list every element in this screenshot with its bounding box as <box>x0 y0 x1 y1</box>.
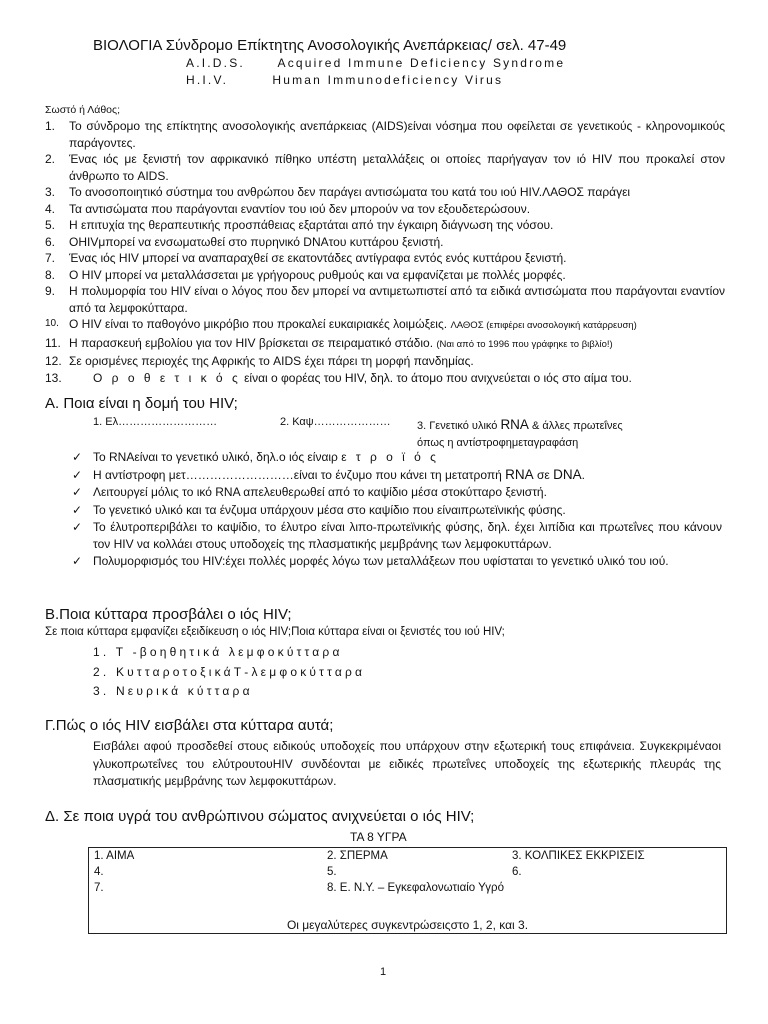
item-text: Τα αντισώματα που παράγονται εναντίον του ιού δεν μπορούν να τον εξουδετερώσουν. <box>69 201 531 216</box>
list-item <box>45 118 725 151</box>
checkmark-icon: ✓ <box>72 467 83 482</box>
list-item <box>45 184 725 201</box>
checkmark-icon: ✓ <box>72 450 83 464</box>
list-item <box>45 353 725 370</box>
item-number: 3. <box>45 185 56 199</box>
section-g-heading: Γ.Πώς ο ιός HIV εισβάλει στα κύτταρα αυτά; <box>45 717 334 734</box>
item-note: ΛΑΘΟΣ (επιφέρει ανοσολογική κατάρρευση) <box>450 320 637 331</box>
target-cells-list <box>93 643 365 702</box>
item-text-wrapper <box>69 316 725 335</box>
table-cell: 3. ΚΟΛΠΙΚΕΣ ΕΚΚΡΙΣΕΙΣ <box>512 850 645 862</box>
list-item <box>72 519 722 552</box>
fluids-note: Οι μεγαλύτερες συγκεντρώσειςστο 1, 2, και 3. <box>286 918 529 932</box>
item-text: . <box>581 467 585 482</box>
list-item <box>45 316 725 335</box>
item-number: 10. <box>45 318 59 329</box>
item-text: Πολυμορφισμός του HIV:έχει πολλές μορφές λόγω των μεταλλάξεων που υφίσταται το γενετικό υλικό του ιού. <box>93 554 669 568</box>
item-text: Το γενετικό υλικό και τα ένζυμα υπάρχουν μέσα στο καψίδιο που είναιπρωτεϊνικής φύσης. <box>93 502 566 517</box>
part-text: όπως η αντίστροφημεταγραφάση <box>417 437 579 449</box>
item-text: Ο HIV είναι το παθογόνο μικρόβιο που προκαλεί ευκαιριακές λοιμώξεις. <box>69 317 448 331</box>
rna-term: RNA <box>500 417 529 432</box>
spaced-term: Ο ρ ο θ ε τ ι κ ό ς <box>93 370 241 385</box>
item-number: 11. <box>45 335 61 350</box>
item-text: Η αντίστροφη μετ………………………είναι το ένζυμο που κάνει τη μετατροπή <box>93 467 506 482</box>
page-number: 1 <box>380 966 387 978</box>
checkmark-icon: ✓ <box>72 554 83 568</box>
list-item <box>72 502 722 519</box>
item-text: Σε ορισμένες περιοχές της Αφρικής το AIDS έχει πάρει τη μορφή πανδημίας. <box>69 354 474 368</box>
item-text: Ένας ιός HIV μπορεί να αναπαραχθεί σε εκατοντάδες αντίγραφα εντός ενός κυττάρου ξενιστή. <box>69 251 567 265</box>
list-item <box>72 449 722 466</box>
item-number: 1. <box>45 119 56 133</box>
checkmark-icon: ✓ <box>72 485 83 499</box>
dna-term: DNA <box>553 466 582 482</box>
aids-acronym-line: A.I.D.S. Acquired Immune Deficiency Syndrome <box>186 56 566 70</box>
section-b-intro: Σε ποια κύτταρα εμφανίζει εξειδίκευση ο ιός HIV;Ποια κύτταρα είναι οι ξενιστές του ιού HIV; <box>45 626 505 638</box>
list-item <box>45 234 725 251</box>
structure-part-capsid: 2. Καψ………………… <box>280 416 391 428</box>
fluids-table <box>88 847 727 934</box>
item-text: Ένας ιός με ξενιστή τον αφρικανικό πίθηκο υπέστη μεταλλάξεις οι οποίες παρήγαγαν τον ιό HIV που προκαλεί στον άνθρωπο το AIDS. <box>69 152 725 183</box>
item-text: Το RNAείναι το γενετικό υλικό, δηλ.ο ιός είναιρ <box>93 450 342 464</box>
list-item <box>45 267 725 284</box>
section-d-heading: Δ. Σε ποια υγρά του ανθρώπινου σώματος ανιχνεύεται ο ιός HIV; <box>45 808 475 825</box>
page-title: ΒΙΟΛΟΓΙΑ Σύνδρομο Επίκτητης Ανοσολογικής Ανεπάρκειας/ σελ. 47-49 <box>93 37 567 54</box>
list-item <box>72 467 722 484</box>
item-text-wrapper <box>93 467 722 484</box>
list-item <box>72 553 722 570</box>
spaced-term: ε τ ρ ο ϊ ό ς <box>341 450 439 464</box>
item-number: 4. <box>45 201 56 216</box>
item-text: Λειτουργεί μόλις το ικό RNA απελευθερωθεί από το καψίδιο μέσα στοκύτταρο ξενιστή. <box>93 485 547 499</box>
list-item <box>45 370 725 387</box>
structure-part-genetic-material <box>417 416 677 452</box>
list-item <box>45 250 725 267</box>
part-text: 3. Γενετικό υλικό <box>417 420 501 432</box>
list-item <box>45 335 725 354</box>
rna-term: RNA <box>505 466 534 482</box>
item-text: Το σύνδρομο της επίκτητης ανοσολογικής ανεπάρκειας (AIDS)είναι νόσημα που οφείλεται σε γενετικούς - κληρονομικούς παράγοντες. <box>69 119 725 150</box>
hiv-acronym-line: H.I.V. Human Immunodeficiency Virus <box>186 73 504 87</box>
table-cell: 7. <box>94 882 104 894</box>
item-number: 7. <box>45 251 56 265</box>
item-text: OHIVμπορεί να ενσωματωθεί στο πυρηνικό DNAτου κυττάρου ξενιστή. <box>69 234 444 249</box>
item-number: 12. <box>45 354 62 368</box>
section-g-text: Εισβάλει αφού προσδεθεί στους ειδικούς υποδοχείς που υπάρχουν στην εξωτερική τους επιφάνεια. Συγκεκριμέναοι γλυκοπρωτεΐνες του ελύτρουτουHIV συνδέονται με ειδικές πρωτεΐνες υποδοχείς της εξωτερικής πλευράς της πλασματικής μεμβράνης των λεμφοκυττάρων. <box>93 739 721 788</box>
list-item: 2. ΚυτταροτοξικάΤ-λεμφοκύτταρα <box>93 664 366 679</box>
table-cell: 4. <box>94 866 104 878</box>
checkmark-icon: ✓ <box>72 520 83 534</box>
fluids-table-title: ΤΑ 8 ΥΓΡΑ <box>350 830 407 844</box>
item-number: 6. <box>45 234 56 249</box>
item-text: είναι ο φορέας του HIV, δηλ. το άτομο που ανιχνεύεται ο ιός στο αίμα του. <box>240 370 632 385</box>
table-cell: 6. <box>512 866 522 878</box>
item-text: Η πολυμορφία του HIV είναι ο λόγος που δεν μπορεί να αντιμετωπιστεί από τα ειδικά αντισώματα που παράγονται εναντίον από τα λεμφοκύτταρα. <box>69 284 725 315</box>
item-text: Το έλυτροπεριβάλει το καψίδιο, το έλυτρο είναι λιπο-πρωτεϊνικής φύσης, δηλ. έχει λιπίδια και πρωτεΐνες που κάνουν τον HIV να κολλάει στους υποδοχείς της πλασματικής μεμβράνης των λεμφοκυττάρων. <box>93 520 722 551</box>
item-number: 8. <box>45 267 56 282</box>
item-text-wrapper <box>93 370 725 387</box>
table-cell: 1. ΑΙΜΑ <box>94 850 135 862</box>
structure-checklist <box>72 449 722 571</box>
list-item <box>45 151 725 184</box>
item-text: Το ανοσοποιητικό σύστημα του ανθρώπου δεν παράγει αντισώματα του κατά του ιού HIV.ΛΑΘΟΣ παράγει <box>69 185 631 199</box>
item-number: 13. <box>45 370 62 385</box>
item-number: 5. <box>45 218 56 232</box>
list-item <box>45 283 725 316</box>
list-item <box>45 217 725 234</box>
checkmark-icon: ✓ <box>72 502 83 517</box>
true-false-list <box>45 118 725 386</box>
item-text-wrapper <box>69 335 725 354</box>
item-number: 9. <box>45 284 56 298</box>
list-item: 1. Τ -βοηθητικά λεμφοκύτταρα <box>93 645 343 659</box>
section-b-heading: Β.Ποια κύτταρα προσβάλει ο ιός HIV; <box>45 606 292 623</box>
list-item <box>72 484 722 501</box>
table-cell: 8. Ε. Ν.Υ. – Εγκεφαλονωτιαίο Υγρό <box>327 882 504 894</box>
structure-part-envelope: 1. Ελ……………………… <box>93 416 218 428</box>
section-a-heading: Α. Ποια είναι η δομή του HIV; <box>45 395 238 412</box>
item-number: 2. <box>45 152 56 166</box>
item-text: σε <box>533 467 554 482</box>
true-false-intro: Σωστό ή Λάθος; <box>45 104 120 116</box>
item-text: Η επιτυχία της θεραπευτικής προσπάθειας εξαρτάται από την έγκαιρη διάγνωση της νόσου. <box>69 218 554 232</box>
item-note: (Ναι από το 1996 που γράφηκε το βιβλίο!) <box>436 338 613 350</box>
item-text: Η παρασκευή εμβολίου για τον HIV βρίσκεται σε πειραματικό στάδιο. <box>69 335 434 350</box>
table-cell: 2. ΣΠΕΡΜΑ <box>327 850 388 862</box>
list-item <box>45 201 725 218</box>
list-item: 3. Νευρικά κύτταρα <box>93 684 253 698</box>
item-text: Ο HIV μπορεί να μεταλλάσσεται με γρήγορους ρυθμούς και να εμφανίζεται με πολλές μορφές. <box>69 267 566 282</box>
table-cell: 5. <box>327 866 337 878</box>
item-text-wrapper <box>93 449 722 466</box>
part-text: & άλλες πρωτεΐνες <box>528 420 623 432</box>
